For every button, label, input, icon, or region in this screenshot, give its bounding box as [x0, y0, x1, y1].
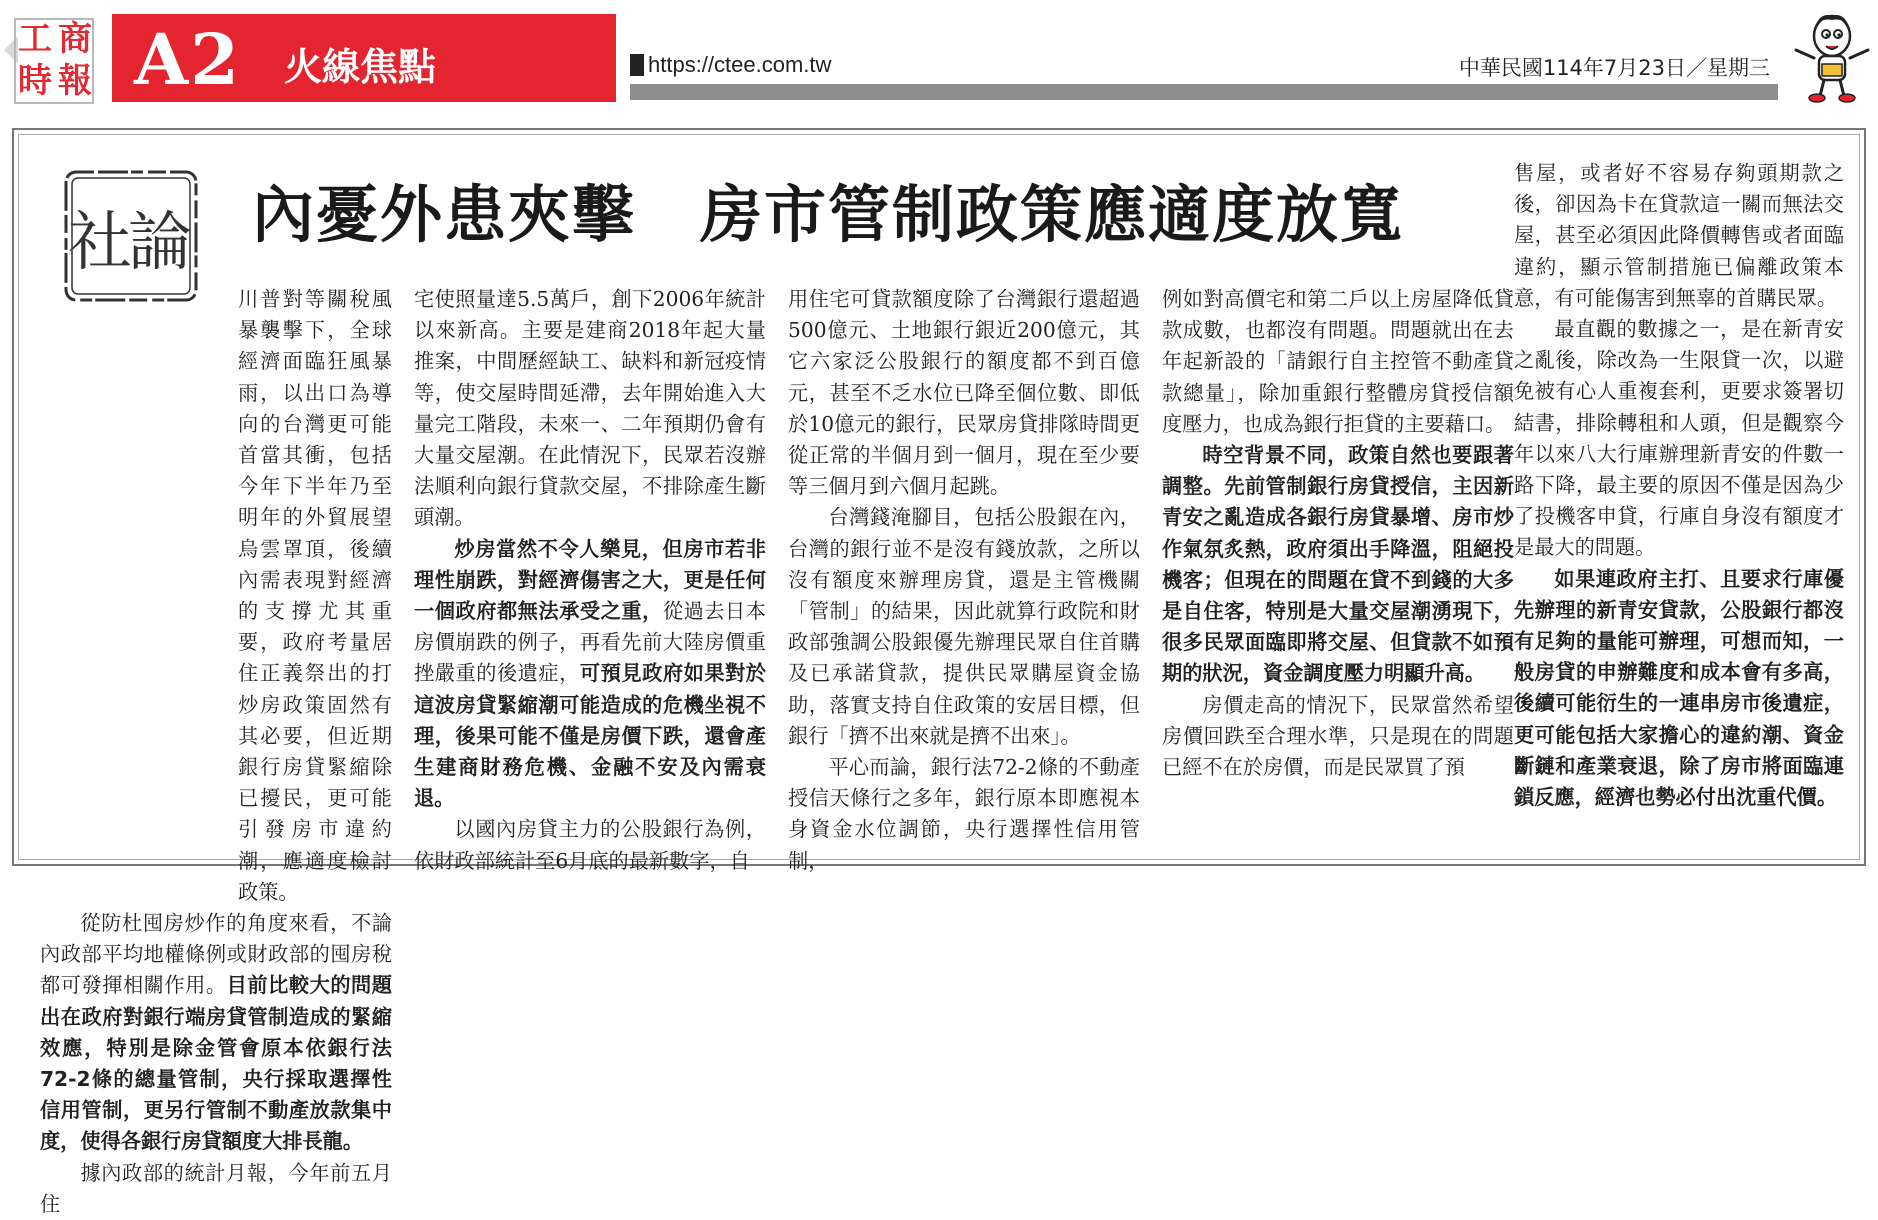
paragraph: [1162, 440, 1514, 690]
article-column-4: [1162, 284, 1514, 854]
page-number: A2: [134, 18, 242, 101]
issue-date: 中華民國114年7月23日／星期三: [1458, 56, 1770, 80]
paragraph: 用住宅可貸款額度除了台灣銀行還超過500億元、土地銀行銀近200億元，其它六家泛公股銀行的額度都不到百億元，甚至不乏水位已降至個位數、即低於10億元的銀行，民眾房貸排隊時間更從正常的半個月到一個月，現在至少要等三個月到六個月起跳。: [788, 287, 1140, 499]
article-column-2: [414, 284, 766, 873]
section-banner: [112, 14, 616, 102]
paragraph: 房價走高的情況下，民眾當然希望房價回跌至合理水準，只是現在的問題已經不在於房價，而是民眾買了預: [1162, 692, 1514, 780]
article-column-1: [40, 284, 392, 1216]
paragraph: [1514, 564, 1844, 814]
paragraph: 最直觀的數據之一，是在新青安之亂後，除改為一生限貸一次，以避免被有心人重複套利，更要求簽署切結書，排除轉租和人頭，但是觀察今年以來八大行庫辦理新青安的件數一路下降，最主要的原因不僅是因為少了投機客申貸，行庫自身沒有額度才是最大的問題。: [1514, 317, 1844, 560]
paragraph: 據內政部的統計月報，今年前五月住: [40, 1160, 392, 1216]
logo-char: 報: [58, 61, 92, 101]
bold-text: 目前比較大的問題出在政府對銀行端房貸管制造成的緊縮效應，特別是除金管會原本依銀行法72-2條的總量管制，央行採取選擇性信用管制，更另行管制不動產放款集中度，使得各銀行房貸額度大排長龍。: [40, 973, 392, 1154]
bold-text: 可預見政府如果對於這波房貸緊縮潮可能造成的危機坐視不理，後果可能不僅是房價下跌，還會產生建商財務危機、金融不安及內需衰退。: [414, 661, 766, 811]
paragraph: 台灣錢淹腳目，包括公股銀在內，台灣的銀行並不是沒有錢放款，之所以沒有額度來辦理房貸，還是主管機關「管制」的結果，因此就算行政院和財政部強調公股銀優先辦理民眾自住首購及已承諾貸款，提供民眾購屋資金協助，落實支持自住政策的安居目標，但銀行「擠不出來就是擠不出來」。: [788, 505, 1140, 748]
paragraph: 例如對高價宅和第二戶以上房屋降低貸款成數，也都沒有問題。問題就出在去年起新設的「請銀行自主控管不動產貸款總量」，除加重銀行整體房貸授信額度壓力，也成為銀行拒貸的主要藉口。: [1162, 287, 1514, 436]
newspaper-logo: [4, 8, 104, 106]
seal-char: 社: [68, 206, 132, 280]
paragraph: [40, 908, 392, 1158]
paragraph: 以國內房貸主力的公股銀行為例，依財政部統計至6月底的最新數字，自: [414, 817, 766, 873]
paragraph: 平心而論，銀行法72-2條的不動產授信天條行之多年，銀行原本即應視本身資金水位調節，央行選擇性信用管制，: [788, 755, 1140, 873]
article-column-5: [1514, 158, 1844, 858]
paragraph-text: 從過去日本房價崩跌的例子，再看先前大陸房價重挫嚴重的後遺症，: [414, 599, 766, 686]
mascot-icon: [1792, 8, 1872, 104]
logo-char: 工: [18, 19, 52, 59]
headline: 內憂外患夾擊 房市管制政策應適度放寬: [252, 178, 1405, 251]
paragraph: 售屋，或者好不容易存夠頭期款之後，卻因為卡在貸款這一關而無法交屋，甚至必須因此降價轉售或者面臨違約，顯示管制措施已偏離政策本意，有可能傷害到無辜的首購民眾。: [1514, 161, 1844, 310]
paragraph: 宅使照量達5.5萬戶，創下2006年統計以來新高。主要是建商2018年起大量推案，中間歷經缺工、缺料和新冠疫情等，使交屋時間延滯，去年開始進入大量完工階段，未來一、二年預期仍會有大量交屋潮。在此情況下，民眾若沒辦法順利向銀行貸款交屋，不排除產生斷頭潮。: [414, 287, 766, 530]
header-rule: [630, 84, 1778, 100]
url-marker: [630, 54, 644, 76]
article-column-3: [788, 284, 1140, 873]
site-url[interactable]: https://ctee.com.tw: [648, 52, 832, 77]
seal-char: 論: [128, 206, 192, 280]
paragraph: [414, 534, 766, 815]
bold-text: 時空背景不同，政策自然也要跟著調整。先前管制銀行房貸授信，主因新青安之亂造成各銀行房貸暴增、房市炒作氣氛炙熱，政府須出手降溫，阻絕投機客；但現在的問題在貸不到錢的大多是自住客，特別是大量交屋潮湧現下，很多民眾面臨即將交屋、但貸款不如預期的狀況，資金調度壓力明顯升高。: [1162, 443, 1514, 686]
bold-text: 炒房當然不令人樂見，但房市若非理性崩跌，對經濟傷害之大，更是任何一個政府都無法承受之重，: [414, 536, 766, 624]
bold-text: 如果連政府主打、且要求行庫優先辦理的新青安貸款，公股銀行都沒有足夠的量能可辦理，可想而知，一般房貸的申辦難度和成本會有多高，後續可能衍生的一連串房市後遺症，更可能包括大家擔心的違約潮、資金斷鏈和產業衰退，除了房市將面臨連鎖反應，經濟也勢必付出沈重代價。: [1514, 566, 1844, 810]
paragraph: 川普對等關稅風暴襲擊下，全球經濟面臨狂風暴雨，以出口為導向的台灣更可能首當其衝，包括今年下半年乃至明年的外貿展望烏雲罩頂，後續內需表現對經濟的支撐尤其重要，政府考量居住正義祭出的打炒房政策固然有其必要，但近期銀行房貸緊縮除已擾民，更可能引發房市違約潮，應適度檢討政策。: [238, 287, 392, 904]
logo-char: 商: [58, 19, 92, 59]
logo-char: 時: [18, 61, 52, 101]
section-title: 火線焦點: [284, 45, 437, 89]
paragraph-text: 從防杜囤房炒作的角度來看，不論內政部平均地權條例或財政部的囤房稅都可發揮相關作用。: [40, 911, 392, 998]
